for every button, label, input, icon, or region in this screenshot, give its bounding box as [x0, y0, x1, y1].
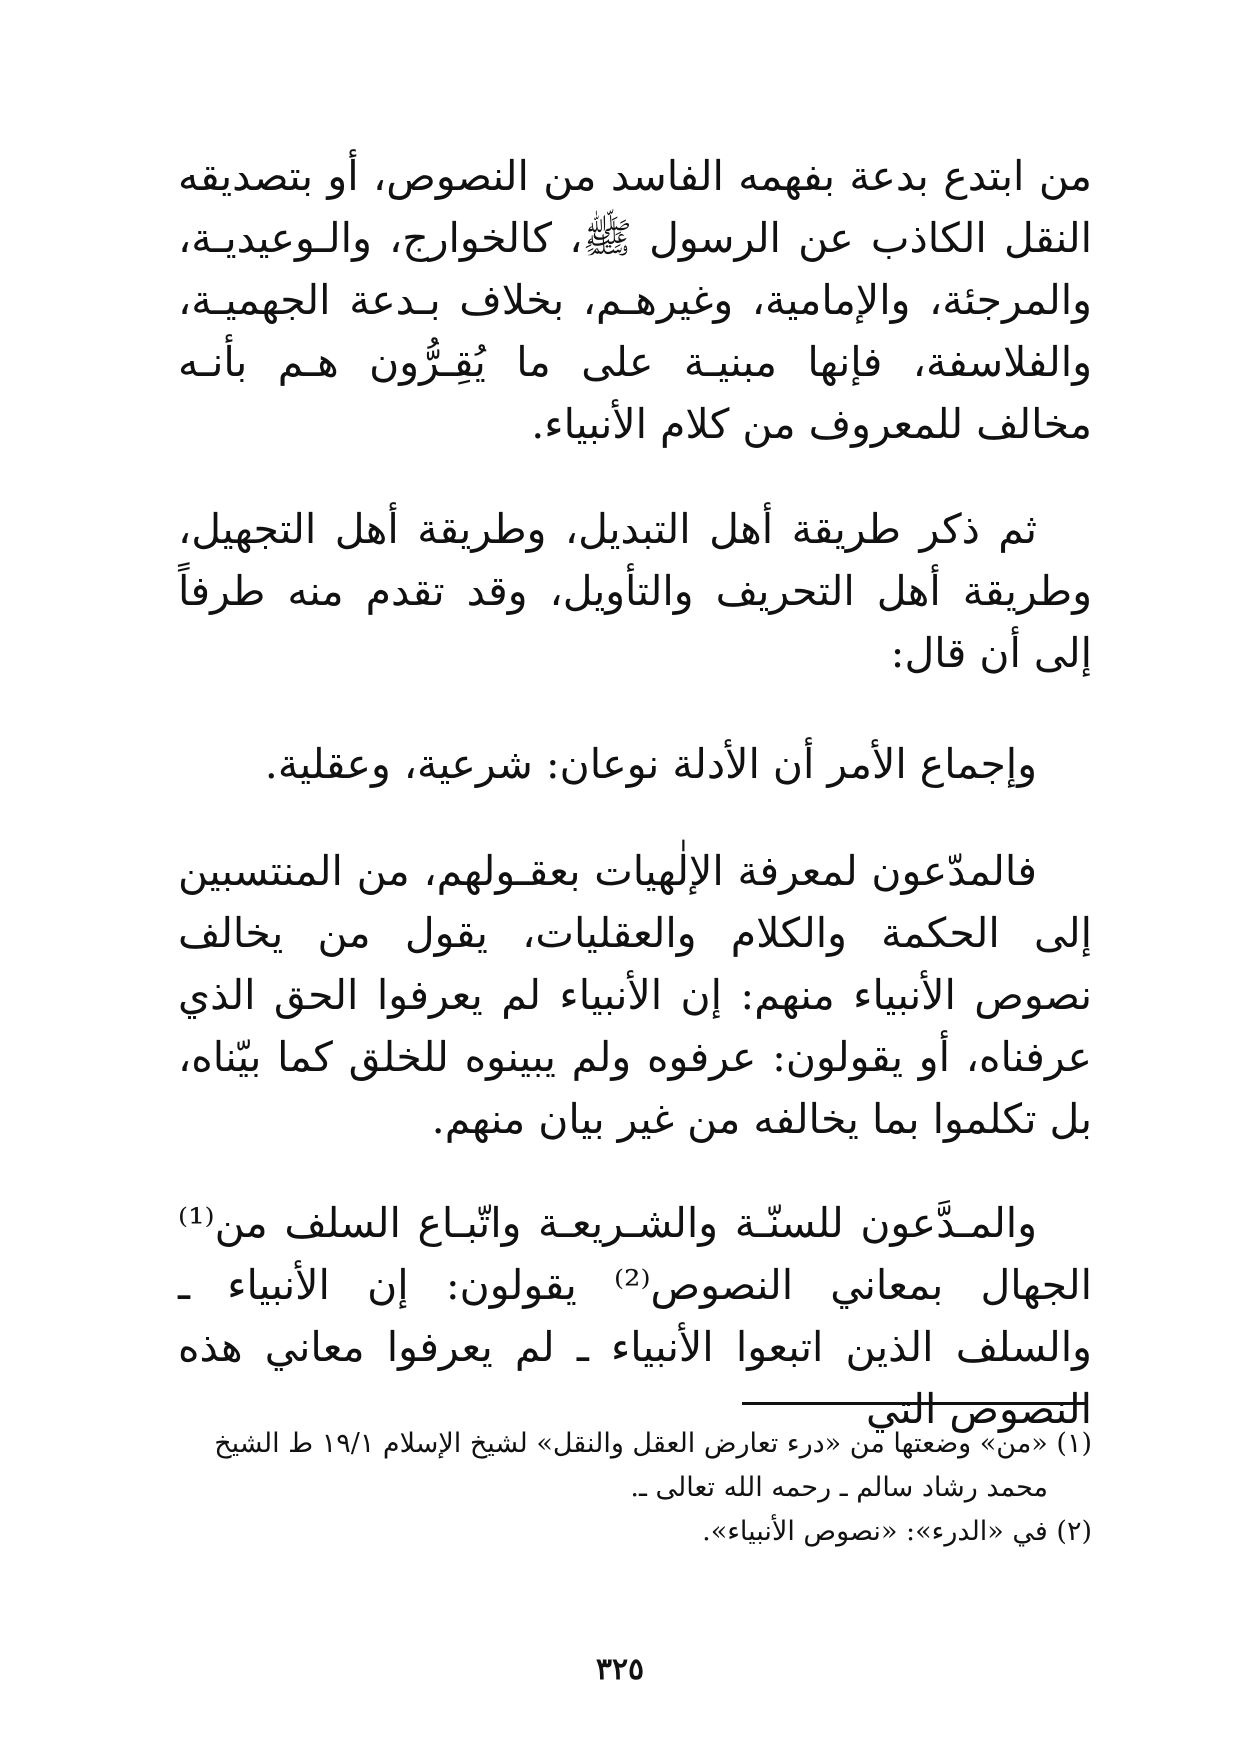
- paragraph-4: فالمدّعون لمعرفة الإلٰهيات بعقـولهم، من المنتسبين إلى الحكمة والكلام والعقليات، يقول من يخالف نصوص الأنبياء منهم: إن الأنبياء لم يعرفوا الحق الذي عرفناه، أو يقولون: عرفوه ولم يبينوه للخلق كما بيّناه، بل تكلموا بما يخالفه من غير بيان منهم.: [178, 847, 1092, 1143]
- page-number: ٣٢٥: [595, 1652, 645, 1687]
- footnotes: [178, 1422, 1092, 1554]
- paragraph-2: ثم ذكر طريقة أهل التبديل، وطريقة أهل التجهيل، وطريقة أهل التحريف والتأويل، وقد تقدم منه طرفاً إلى أن قال:: [178, 505, 1092, 677]
- footnote-divider: [742, 1402, 1088, 1405]
- footnote-1: (١) «من» وضعتها من «درء تعارض العقل والنقل» لشيخ الإسلام ١٩/١ ط الشيخ محمد رشاد سالم ـ رحمه الله تعالى ـ.: [214, 1428, 1092, 1503]
- footnote-2: (٢) في «الدرء»: «نصوص الأنبياء».: [702, 1516, 1092, 1547]
- paragraph-3: وإجماع الأمر أن الأدلة نوعان: شرعية، وعقلية.: [264, 740, 1037, 788]
- paragraph-5: والمـدَّعون للسنّـة والشـريعـة واتّبـاع السلف من⁽¹⁾ الجهال بمعاني النصوص⁽²⁾ يقولون: إن الأنبياء ـ والسلف الذين اتبعوا الأنبياء ـ لم يعرفوا معاني هذه النصوص التي: [178, 1199, 1093, 1433]
- paragraph-1: من ابتدع بدعة بفهمه الفاسد من النصوص، أو بتصديقه النقل الكاذب عن الرسول ﷺ، كالخوارج، والـوعيديـة، والمرجئة، والإمامية، وغيرهـم، بخلاف بـدعة الجهميـة، والفلاسفة، فإنها مبنيـة على ما يُقِـرُّون هـم بأنـه مخالف للمعروف من كلام الأنبياء.: [178, 152, 1092, 448]
